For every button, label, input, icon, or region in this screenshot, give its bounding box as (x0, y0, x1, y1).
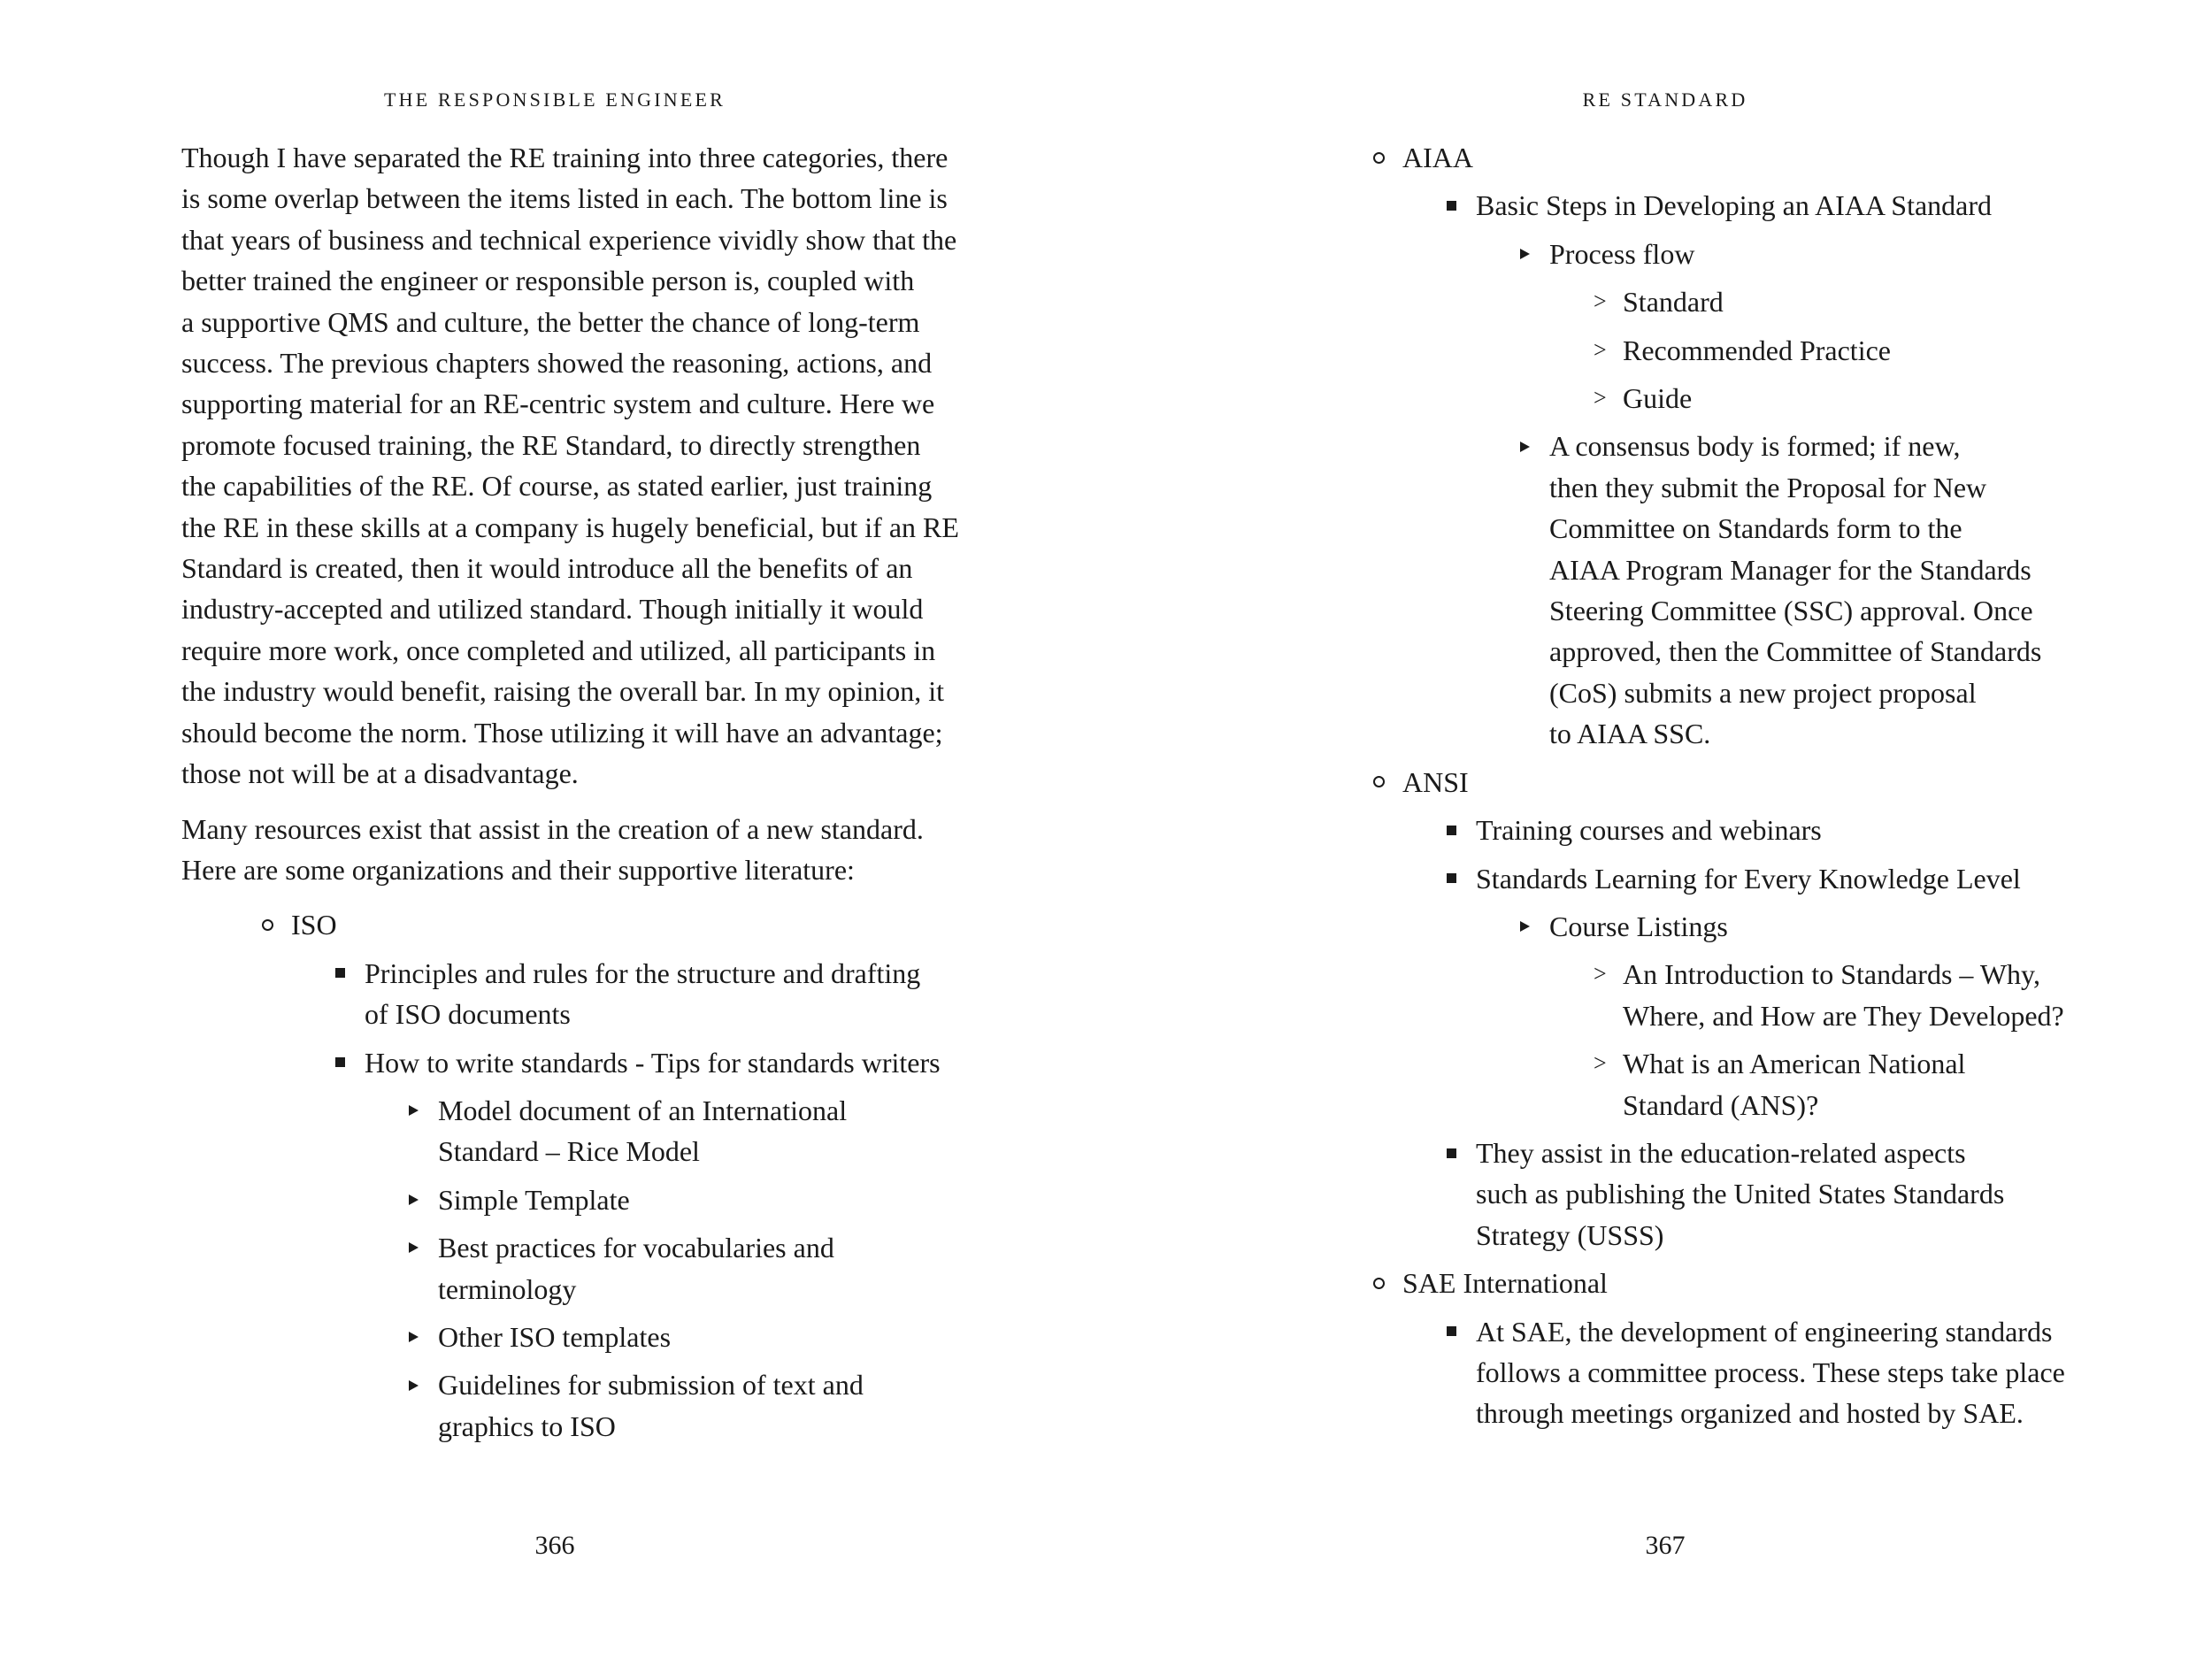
list-item-text (1623, 954, 2170, 1036)
list-item (1373, 810, 2170, 850)
text-line: Principles and rules for the structure and drafting (365, 956, 921, 989)
square-bullet-icon (1447, 810, 1475, 850)
chevron-glyph: > (1594, 336, 1607, 363)
list-item-text (365, 953, 978, 1035)
triangle-bullet-icon (1520, 234, 1548, 274)
text-line: A consensus body is formed; if new, (1549, 430, 1961, 463)
text-line: AIAA Program Manager for the Standards (1549, 553, 2032, 586)
chevron-bullet-icon (1594, 378, 1622, 419)
text-line: Recommended Practice (1623, 334, 1891, 366)
list-item-text (1623, 330, 2170, 371)
square-bullet-icon (335, 953, 364, 994)
list-item-text (365, 1042, 978, 1083)
square-bullet-icon (335, 1042, 364, 1083)
list-item (181, 1042, 978, 1083)
list-item-text (1402, 762, 2170, 803)
text-line: Steering Committee (SSC) approval. Once (1549, 595, 2033, 627)
text-line: the capabilities of the RE. Of course, as stated earlier, just training (181, 470, 933, 503)
text-line: Standard – Rice Model (438, 1135, 700, 1168)
running-head: RE STANDARD (1582, 88, 1748, 111)
text-line: Committee on Standards form to the (1549, 512, 1962, 545)
text-line: promote focused training, the RE Standard, to directly strengthen (181, 428, 921, 461)
text-line: better trained the engineer or responsible person is, coupled with (181, 265, 915, 297)
text-line: Standard (ANS)? (1623, 1088, 1819, 1121)
text-line: SAE International (1402, 1267, 1608, 1300)
right-page (1106, 0, 2212, 1659)
text-line: Guide (1623, 382, 1693, 415)
text-line: Standard is created, then it would introduce all the benefits of an (181, 552, 913, 585)
circle-bullet-icon (1373, 762, 1402, 803)
text-line: approved, then the Committee of Standards (1549, 635, 2042, 668)
list-item (181, 953, 978, 1035)
bullet-shape (262, 919, 273, 931)
text-line: of ISO documents (365, 998, 571, 1031)
list-item (181, 904, 978, 945)
bullet-shape (1373, 1278, 1385, 1289)
text-line: follows a committee process. These steps take place (1476, 1356, 2065, 1388)
list-item (1373, 137, 2170, 178)
list-item (1373, 185, 2170, 226)
text-line: Here are some organizations and their supportive literature: (181, 853, 855, 886)
list-item (1373, 426, 2170, 754)
text-line: AIAA (1402, 142, 1473, 173)
bullet-shape (409, 1194, 419, 1205)
text-line: Many resources exist that assist in the creation of a new standard. (181, 812, 924, 845)
chevron-glyph: > (1594, 288, 1607, 315)
text-line: What is an American National (1623, 1048, 1966, 1080)
list-item-text (1549, 234, 2170, 274)
text-line: Standards Learning for Every Knowledge Level (1476, 862, 2021, 895)
list-item (1373, 954, 2170, 1036)
bullet-shape (1520, 921, 1530, 932)
text-line: Basic Steps in Developing an AIAA Standard (1476, 189, 1993, 222)
list-item-text (1623, 1043, 2170, 1125)
text-line: success. The previous chapters showed the reasoning, actions, and (181, 347, 933, 380)
bullet-shape (1447, 1148, 1456, 1158)
list-item (181, 1090, 978, 1172)
page-body (181, 137, 978, 1447)
page-number: 367 (1645, 1531, 1686, 1560)
list-item (1373, 1263, 2170, 1303)
text-line: supporting material for an RE-centric system and culture. Here we (181, 388, 935, 420)
list-item-text (438, 1090, 978, 1172)
text-line: is some overlap between the items listed in each. The bottom line is (181, 182, 948, 215)
text-line: ANSI (1402, 765, 1469, 798)
text-line: They assist in the education-related aspects (1476, 1136, 1966, 1169)
square-bullet-icon (1447, 1133, 1475, 1173)
list-item-text (438, 1364, 978, 1447)
list-item-text (291, 904, 978, 945)
list-item (1373, 1043, 2170, 1125)
bullet-shape (1447, 201, 1456, 211)
triangle-bullet-icon (409, 1227, 437, 1268)
list-item (1373, 1133, 2170, 1256)
text-line: Standard (1623, 286, 1724, 319)
triangle-bullet-icon (1520, 906, 1548, 947)
bullet-shape (1447, 873, 1456, 883)
chevron-glyph: > (1594, 961, 1607, 987)
text-line: through meetings organized and hosted by SAE. (1476, 1397, 2024, 1430)
bullet-shape (335, 968, 345, 978)
text-line: the industry would benefit, raising the overall bar. In my opinion, it (181, 675, 945, 708)
list-item-text (1402, 1263, 2170, 1303)
bullet-shape (1373, 152, 1385, 164)
text-line: Guidelines for submission of text and (438, 1369, 864, 1402)
text-line: those not will be at a disadvantage. (181, 757, 579, 790)
text-line: a supportive QMS and culture, the better the chance of long-term (181, 305, 920, 338)
bullet-shape (1447, 826, 1456, 835)
bullet-shape (335, 1057, 345, 1067)
list-item (181, 1364, 978, 1447)
circle-bullet-icon (1373, 1263, 1402, 1303)
text-line: Best practices for vocabularies and (438, 1232, 834, 1264)
list-item-text (1623, 378, 2170, 419)
text-line: should become the norm. Those utilizing it will have an advantage; (181, 716, 943, 749)
square-bullet-icon (1447, 185, 1475, 226)
list-item (1373, 281, 2170, 322)
chevron-glyph: > (1594, 1050, 1607, 1077)
list-item (181, 1179, 978, 1220)
chevron-bullet-icon (1594, 281, 1622, 322)
list-item (1373, 906, 2170, 947)
bullet-shape (409, 1105, 419, 1116)
list-item-text (1476, 185, 2170, 226)
page-number: 366 (534, 1531, 575, 1560)
bullet-shape (1373, 776, 1385, 787)
text-line: then they submit the Proposal for New (1549, 471, 1987, 503)
bullet-shape (1520, 442, 1530, 452)
list-item (1373, 1311, 2170, 1434)
triangle-bullet-icon (409, 1317, 437, 1357)
resource-list (181, 904, 978, 1447)
bullet-shape (1447, 1326, 1456, 1336)
text-line: Training courses and webinars (1476, 814, 1822, 847)
text-line: that years of business and technical experience vividly show that the (181, 223, 957, 256)
chevron-glyph: > (1594, 385, 1607, 411)
resource-list (1373, 137, 2170, 1434)
paragraphs (181, 137, 978, 890)
list-item (1373, 858, 2170, 899)
text-line: Other ISO templates (438, 1320, 672, 1353)
text-line: such as publishing the United States Standards (1476, 1178, 2005, 1210)
running-head: THE RESPONSIBLE ENGINEER (383, 88, 726, 111)
list-item (1373, 330, 2170, 371)
bullet-shape (1520, 249, 1530, 259)
list-item-text (1549, 426, 2170, 754)
list-item-text (1623, 281, 2170, 322)
list-item-text (438, 1227, 978, 1310)
list-item (1373, 762, 2170, 803)
triangle-bullet-icon (409, 1090, 437, 1131)
paragraph (181, 137, 978, 795)
square-bullet-icon (1447, 858, 1475, 899)
circle-bullet-icon (262, 904, 290, 945)
list-item (181, 1317, 978, 1357)
list-item-text (438, 1317, 978, 1357)
text-line: the RE in these skills at a company is hugely beneficial, but if an RE (181, 511, 959, 543)
page-body (1373, 137, 2170, 1434)
text-line: ISO (291, 909, 337, 941)
list-item (181, 1227, 978, 1310)
text-line: Strategy (USSS) (1476, 1218, 1664, 1251)
circle-bullet-icon (1373, 137, 1402, 178)
list-item-text (438, 1179, 978, 1220)
list-item-text (1549, 906, 2170, 947)
triangle-bullet-icon (1520, 426, 1548, 466)
text-line: require more work, once completed and utilized, all participants in (181, 634, 936, 666)
text-line: An Introduction to Standards – Why, (1623, 958, 2040, 991)
triangle-bullet-icon (409, 1179, 437, 1220)
text-line: (CoS) submits a new project proposal (1549, 676, 1977, 709)
text-line: At SAE, the development of engineering standards (1476, 1315, 2053, 1348)
text-line: industry-accepted and utilized standard. Though initially it would (181, 593, 924, 626)
text-line: Model document of an International (438, 1094, 848, 1126)
chevron-bullet-icon (1594, 954, 1622, 995)
list-item-text (1402, 137, 2170, 178)
text-line: terminology (438, 1272, 577, 1305)
list-item-text (1476, 810, 2170, 850)
list-item-text (1476, 1311, 2170, 1434)
bullet-shape (409, 1332, 419, 1342)
paragraph (181, 809, 978, 891)
list-item (1373, 234, 2170, 274)
triangle-bullet-icon (409, 1364, 437, 1405)
chevron-bullet-icon (1594, 330, 1622, 371)
bullet-shape (409, 1380, 419, 1391)
text-line: to AIAA SSC. (1549, 718, 1711, 750)
text-line: Though I have separated the RE training into three categories, there (181, 142, 949, 173)
chevron-bullet-icon (1594, 1043, 1622, 1084)
list-item-text (1476, 1133, 2170, 1256)
text-line: Course Listings (1549, 910, 1728, 942)
bullet-shape (409, 1242, 419, 1253)
square-bullet-icon (1447, 1311, 1475, 1352)
list-item (1373, 378, 2170, 419)
text-line: graphics to ISO (438, 1409, 616, 1442)
text-line: Where, and How are They Developed? (1623, 999, 2064, 1032)
text-line: How to write standards - Tips for standards writers (365, 1046, 941, 1079)
text-line: Process flow (1549, 237, 1695, 270)
list-item-text (1476, 858, 2170, 899)
text-line: Simple Template (438, 1183, 630, 1216)
